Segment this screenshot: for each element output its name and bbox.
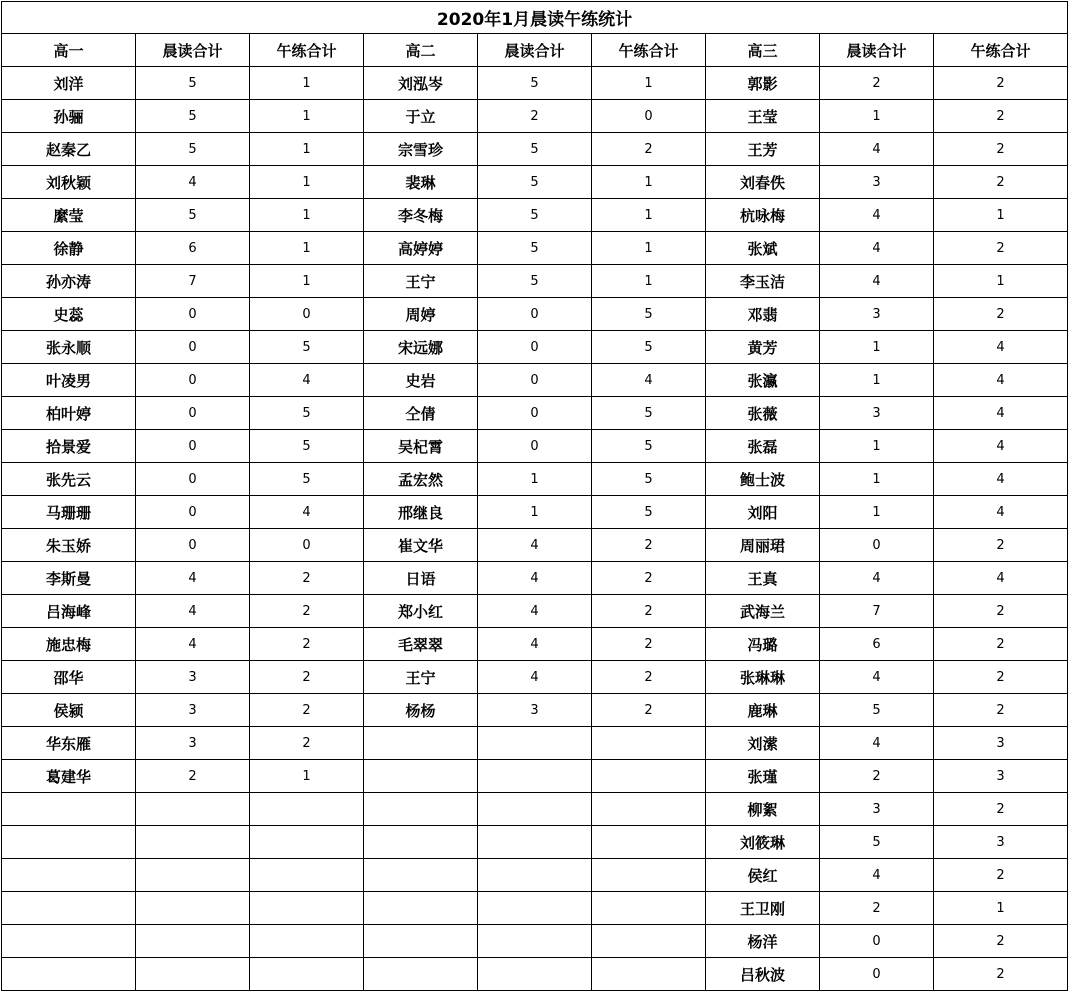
grade-1-name-cell[interactable] xyxy=(2,958,136,991)
grade-3-name-cell[interactable]: 周丽珺 xyxy=(706,529,820,562)
grade-2-name-cell[interactable]: 王宁 xyxy=(364,661,478,694)
grade-3-name-cell[interactable]: 侯红 xyxy=(706,859,820,892)
grade-2-morning-reading-cell[interactable] xyxy=(478,859,592,892)
grade-3-noon-practice-cell[interactable]: 2 xyxy=(934,628,1068,661)
grade-3-noon-practice-cell[interactable]: 2 xyxy=(934,958,1068,991)
grade-3-noon-practice-cell[interactable]: 2 xyxy=(934,661,1068,694)
grade-1-morning-reading-cell[interactable]: 6 xyxy=(136,232,250,265)
grade-2-name-cell[interactable]: 高婷婷 xyxy=(364,232,478,265)
grade-2-noon-practice-cell[interactable]: 5 xyxy=(592,463,706,496)
grade-3-name-cell[interactable]: 黄芳 xyxy=(706,331,820,364)
grade-1-morning-reading-cell[interactable]: 3 xyxy=(136,661,250,694)
table-row xyxy=(2,331,1068,364)
table-row xyxy=(2,760,1068,793)
grade-2-noon-practice-cell[interactable] xyxy=(592,760,706,793)
grade-2-name-cell[interactable] xyxy=(364,958,478,991)
grade-2-name-cell[interactable]: 毛翠翠 xyxy=(364,628,478,661)
grade-1-name-cell[interactable]: 施忠梅 xyxy=(2,628,136,661)
grade-3-name-cell[interactable]: 张琳琳 xyxy=(706,661,820,694)
header-noon-practice-total[interactable]: 午练合计 xyxy=(934,34,1068,67)
grade-3-noon-practice-cell[interactable]: 1 xyxy=(934,265,1068,298)
table-row xyxy=(2,925,1068,958)
grade-3-name-cell[interactable]: 张薇 xyxy=(706,397,820,430)
grade-2-name-cell[interactable] xyxy=(364,760,478,793)
grade-2-noon-practice-cell[interactable]: 1 xyxy=(592,232,706,265)
header-row xyxy=(2,34,1068,67)
grade-1-morning-reading-cell[interactable]: 4 xyxy=(136,166,250,199)
grade-3-noon-practice-cell[interactable]: 2 xyxy=(934,133,1068,166)
grade-2-morning-reading-cell[interactable]: 4 xyxy=(478,661,592,694)
table-row xyxy=(2,298,1068,331)
grade-3-morning-reading-cell[interactable]: 1 xyxy=(820,100,934,133)
grade-1-name-cell[interactable] xyxy=(2,892,136,925)
grade-2-noon-practice-cell[interactable]: 5 xyxy=(592,298,706,331)
grade-2-name-cell[interactable]: 周婷 xyxy=(364,298,478,331)
statistics-table xyxy=(1,1,1068,991)
grade-2-noon-practice-cell[interactable] xyxy=(592,925,706,958)
grade-1-morning-reading-cell[interactable]: 0 xyxy=(136,529,250,562)
header-grade-3[interactable]: 高三 xyxy=(706,34,820,67)
table-row xyxy=(2,694,1068,727)
grade-3-noon-practice-cell[interactable]: 1 xyxy=(934,892,1068,925)
grade-3-name-cell[interactable]: 武海兰 xyxy=(706,595,820,628)
grade-2-name-cell[interactable]: 史岩 xyxy=(364,364,478,397)
grade-3-morning-reading-cell[interactable]: 5 xyxy=(820,694,934,727)
grade-2-noon-practice-cell[interactable]: 1 xyxy=(592,67,706,100)
grade-2-noon-practice-cell[interactable]: 2 xyxy=(592,562,706,595)
grade-2-morning-reading-cell[interactable]: 5 xyxy=(478,265,592,298)
grade-2-noon-practice-cell[interactable]: 5 xyxy=(592,397,706,430)
grade-3-morning-reading-cell[interactable]: 1 xyxy=(820,364,934,397)
grade-1-noon-practice-cell[interactable] xyxy=(250,793,364,826)
grade-1-name-cell[interactable]: 刘洋 xyxy=(2,67,136,100)
grade-3-noon-practice-cell[interactable]: 2 xyxy=(934,793,1068,826)
grade-1-noon-practice-cell[interactable]: 2 xyxy=(250,628,364,661)
grade-1-noon-practice-cell[interactable] xyxy=(250,925,364,958)
grade-2-name-cell[interactable]: 王宁 xyxy=(364,265,478,298)
grade-1-name-cell[interactable]: 邵华 xyxy=(2,661,136,694)
grade-2-name-cell[interactable]: 郑小红 xyxy=(364,595,478,628)
table-row xyxy=(2,628,1068,661)
grade-2-morning-reading-cell[interactable] xyxy=(478,925,592,958)
grade-1-morning-reading-cell[interactable]: 0 xyxy=(136,298,250,331)
grade-2-noon-practice-cell[interactable]: 2 xyxy=(592,595,706,628)
grade-2-name-cell[interactable]: 崔文华 xyxy=(364,529,478,562)
grade-2-name-cell[interactable]: 裴琳 xyxy=(364,166,478,199)
table-row xyxy=(2,199,1068,232)
grade-1-name-cell[interactable]: 张永顺 xyxy=(2,331,136,364)
grade-3-name-cell[interactable]: 张瀛 xyxy=(706,364,820,397)
grade-3-morning-reading-cell[interactable]: 1 xyxy=(820,463,934,496)
grade-2-morning-reading-cell[interactable]: 3 xyxy=(478,694,592,727)
grade-1-morning-reading-cell[interactable]: 2 xyxy=(136,760,250,793)
grade-1-morning-reading-cell[interactable]: 0 xyxy=(136,463,250,496)
grade-3-noon-practice-cell[interactable]: 4 xyxy=(934,397,1068,430)
grade-1-morning-reading-cell[interactable]: 4 xyxy=(136,595,250,628)
grade-3-morning-reading-cell[interactable]: 4 xyxy=(820,562,934,595)
grade-3-noon-practice-cell[interactable]: 4 xyxy=(934,331,1068,364)
grade-1-name-cell[interactable]: 刘秋颖 xyxy=(2,166,136,199)
header-grade-2[interactable]: 高二 xyxy=(364,34,478,67)
grade-3-morning-reading-cell[interactable]: 0 xyxy=(820,958,934,991)
grade-1-noon-practice-cell[interactable]: 4 xyxy=(250,496,364,529)
grade-3-morning-reading-cell[interactable]: 3 xyxy=(820,166,934,199)
table-row xyxy=(2,364,1068,397)
grade-1-noon-practice-cell[interactable]: 1 xyxy=(250,265,364,298)
grade-1-noon-practice-cell[interactable]: 0 xyxy=(250,529,364,562)
grade-1-noon-practice-cell[interactable]: 5 xyxy=(250,430,364,463)
grade-1-name-cell[interactable]: 史蕊 xyxy=(2,298,136,331)
grade-2-morning-reading-cell[interactable]: 4 xyxy=(478,529,592,562)
grade-1-name-cell[interactable] xyxy=(2,826,136,859)
grade-2-name-cell[interactable]: 杨杨 xyxy=(364,694,478,727)
grade-2-noon-practice-cell[interactable] xyxy=(592,793,706,826)
grade-1-morning-reading-cell[interactable]: 5 xyxy=(136,133,250,166)
grade-1-morning-reading-cell[interactable] xyxy=(136,925,250,958)
header-noon-practice-total[interactable]: 午练合计 xyxy=(250,34,364,67)
grade-3-noon-practice-cell[interactable]: 3 xyxy=(934,826,1068,859)
grade-2-morning-reading-cell[interactable]: 0 xyxy=(478,364,592,397)
grade-2-morning-reading-cell[interactable]: 0 xyxy=(478,397,592,430)
grade-3-noon-practice-cell[interactable]: 4 xyxy=(934,430,1068,463)
grade-2-name-cell[interactable]: 日语 xyxy=(364,562,478,595)
grade-3-morning-reading-cell[interactable]: 4 xyxy=(820,232,934,265)
grade-3-morning-reading-cell[interactable]: 4 xyxy=(820,265,934,298)
grade-2-morning-reading-cell[interactable]: 0 xyxy=(478,331,592,364)
table-row xyxy=(2,958,1068,991)
grade-1-name-cell[interactable] xyxy=(2,793,136,826)
grade-3-morning-reading-cell[interactable]: 0 xyxy=(820,925,934,958)
grade-2-noon-practice-cell[interactable]: 2 xyxy=(592,661,706,694)
grade-3-morning-reading-cell[interactable]: 4 xyxy=(820,133,934,166)
grade-2-morning-reading-cell[interactable] xyxy=(478,826,592,859)
table-row xyxy=(2,727,1068,760)
grade-3-morning-reading-cell[interactable]: 1 xyxy=(820,430,934,463)
table-row xyxy=(2,496,1068,529)
grade-3-name-cell[interactable]: 张磊 xyxy=(706,430,820,463)
grade-3-noon-practice-cell[interactable]: 2 xyxy=(934,694,1068,727)
grade-1-morning-reading-cell[interactable]: 5 xyxy=(136,100,250,133)
grade-1-noon-practice-cell[interactable] xyxy=(250,826,364,859)
grade-2-name-cell[interactable]: 于立 xyxy=(364,100,478,133)
grade-1-noon-practice-cell[interactable]: 1 xyxy=(250,67,364,100)
grade-2-name-cell[interactable] xyxy=(364,727,478,760)
grade-1-morning-reading-cell[interactable]: 3 xyxy=(136,694,250,727)
table-row xyxy=(2,133,1068,166)
table-row xyxy=(2,859,1068,892)
grade-2-morning-reading-cell[interactable] xyxy=(478,760,592,793)
grade-1-name-cell[interactable]: 赵秦乙 xyxy=(2,133,136,166)
grade-1-morning-reading-cell[interactable] xyxy=(136,826,250,859)
grade-3-name-cell[interactable]: 王真 xyxy=(706,562,820,595)
grade-3-noon-practice-cell[interactable]: 1 xyxy=(934,199,1068,232)
grade-3-name-cell[interactable]: 刘筱琳 xyxy=(706,826,820,859)
grade-1-name-cell[interactable]: 孙亦涛 xyxy=(2,265,136,298)
grade-3-noon-practice-cell[interactable]: 4 xyxy=(934,364,1068,397)
grade-3-name-cell[interactable]: 张斌 xyxy=(706,232,820,265)
grade-1-noon-practice-cell[interactable]: 1 xyxy=(250,166,364,199)
grade-1-morning-reading-cell[interactable]: 0 xyxy=(136,496,250,529)
grade-3-noon-practice-cell[interactable]: 2 xyxy=(934,100,1068,133)
grade-2-morning-reading-cell[interactable]: 5 xyxy=(478,199,592,232)
grade-3-noon-practice-cell[interactable]: 2 xyxy=(934,529,1068,562)
grade-3-name-cell[interactable]: 刘潆 xyxy=(706,727,820,760)
grade-3-name-cell[interactable]: 刘阳 xyxy=(706,496,820,529)
grade-1-name-cell[interactable]: 徐静 xyxy=(2,232,136,265)
header-morning-reading-total[interactable]: 晨读合计 xyxy=(820,34,934,67)
table-row xyxy=(2,463,1068,496)
header-morning-reading-total[interactable]: 晨读合计 xyxy=(136,34,250,67)
grade-3-morning-reading-cell[interactable]: 4 xyxy=(820,727,934,760)
grade-3-name-cell[interactable]: 柳絮 xyxy=(706,793,820,826)
grade-3-name-cell[interactable]: 杨洋 xyxy=(706,925,820,958)
grade-3-name-cell[interactable]: 王芳 xyxy=(706,133,820,166)
table-row xyxy=(2,562,1068,595)
grade-1-morning-reading-cell[interactable] xyxy=(136,793,250,826)
header-noon-practice-total[interactable]: 午练合计 xyxy=(592,34,706,67)
grade-3-noon-practice-cell[interactable]: 2 xyxy=(934,298,1068,331)
header-morning-reading-total[interactable]: 晨读合计 xyxy=(478,34,592,67)
grade-1-noon-practice-cell[interactable]: 1 xyxy=(250,760,364,793)
grade-1-name-cell[interactable]: 吕海峰 xyxy=(2,595,136,628)
grade-2-morning-reading-cell[interactable]: 5 xyxy=(478,133,592,166)
grade-1-name-cell[interactable]: 縻莹 xyxy=(2,199,136,232)
grade-1-name-cell[interactable] xyxy=(2,925,136,958)
grade-3-morning-reading-cell[interactable]: 3 xyxy=(820,298,934,331)
grade-2-morning-reading-cell[interactable]: 2 xyxy=(478,100,592,133)
grade-1-morning-reading-cell[interactable] xyxy=(136,892,250,925)
grade-2-noon-practice-cell[interactable]: 0 xyxy=(592,100,706,133)
grade-3-noon-practice-cell[interactable]: 3 xyxy=(934,727,1068,760)
grade-2-noon-practice-cell[interactable] xyxy=(592,892,706,925)
grade-3-noon-practice-cell[interactable]: 2 xyxy=(934,67,1068,100)
grade-1-name-cell[interactable]: 葛建华 xyxy=(2,760,136,793)
table-row xyxy=(2,100,1068,133)
grade-2-noon-practice-cell[interactable] xyxy=(592,859,706,892)
grade-2-name-cell[interactable] xyxy=(364,859,478,892)
grade-2-noon-practice-cell[interactable]: 1 xyxy=(592,166,706,199)
grade-2-morning-reading-cell[interactable]: 1 xyxy=(478,496,592,529)
grade-2-morning-reading-cell[interactable]: 0 xyxy=(478,298,592,331)
grade-1-noon-practice-cell[interactable]: 1 xyxy=(250,133,364,166)
table-row xyxy=(2,793,1068,826)
grade-1-morning-reading-cell[interactable]: 3 xyxy=(136,727,250,760)
grade-1-noon-practice-cell[interactable]: 1 xyxy=(250,199,364,232)
grade-1-name-cell[interactable]: 朱玉娇 xyxy=(2,529,136,562)
grade-3-noon-practice-cell[interactable]: 2 xyxy=(934,595,1068,628)
table-row xyxy=(2,397,1068,430)
grade-3-morning-reading-cell[interactable]: 4 xyxy=(820,199,934,232)
grade-1-morning-reading-cell[interactable]: 5 xyxy=(136,199,250,232)
grade-1-name-cell[interactable]: 侯颍 xyxy=(2,694,136,727)
grade-1-morning-reading-cell[interactable]: 5 xyxy=(136,67,250,100)
grade-3-name-cell[interactable]: 吕秋波 xyxy=(706,958,820,991)
grade-1-noon-practice-cell[interactable]: 4 xyxy=(250,364,364,397)
grade-3-name-cell[interactable]: 王莹 xyxy=(706,100,820,133)
grade-2-noon-practice-cell[interactable]: 2 xyxy=(592,529,706,562)
grade-1-noon-practice-cell[interactable] xyxy=(250,958,364,991)
grade-1-name-cell[interactable]: 叶凌男 xyxy=(2,364,136,397)
grade-3-morning-reading-cell[interactable]: 6 xyxy=(820,628,934,661)
grade-1-noon-practice-cell[interactable]: 2 xyxy=(250,727,364,760)
grade-1-noon-practice-cell[interactable]: 1 xyxy=(250,100,364,133)
grade-1-morning-reading-cell[interactable]: 0 xyxy=(136,331,250,364)
grade-2-morning-reading-cell[interactable]: 4 xyxy=(478,628,592,661)
grade-2-name-cell[interactable] xyxy=(364,892,478,925)
grade-2-morning-reading-cell[interactable]: 5 xyxy=(478,232,592,265)
grade-3-name-cell[interactable]: 王卫刚 xyxy=(706,892,820,925)
grade-3-morning-reading-cell[interactable]: 7 xyxy=(820,595,934,628)
grade-1-name-cell[interactable] xyxy=(2,859,136,892)
grade-1-name-cell[interactable]: 柏叶婷 xyxy=(2,397,136,430)
grade-1-noon-practice-cell[interactable]: 2 xyxy=(250,661,364,694)
grade-3-morning-reading-cell[interactable]: 2 xyxy=(820,67,934,100)
grade-2-noon-practice-cell[interactable]: 5 xyxy=(592,331,706,364)
grade-1-morning-reading-cell[interactable]: 7 xyxy=(136,265,250,298)
grade-2-morning-reading-cell[interactable] xyxy=(478,793,592,826)
grade-3-morning-reading-cell[interactable]: 2 xyxy=(820,760,934,793)
grade-1-noon-practice-cell[interactable]: 0 xyxy=(250,298,364,331)
grade-1-noon-practice-cell[interactable]: 5 xyxy=(250,331,364,364)
grade-2-name-cell[interactable]: 李冬梅 xyxy=(364,199,478,232)
grade-1-name-cell[interactable]: 孙骊 xyxy=(2,100,136,133)
grade-1-name-cell[interactable]: 李斯曼 xyxy=(2,562,136,595)
grade-2-noon-practice-cell[interactable]: 1 xyxy=(592,265,706,298)
table-row xyxy=(2,595,1068,628)
grade-1-name-cell[interactable]: 张先云 xyxy=(2,463,136,496)
grade-2-name-cell[interactable]: 吴杞霄 xyxy=(364,430,478,463)
grade-3-noon-practice-cell[interactable]: 4 xyxy=(934,562,1068,595)
grade-3-name-cell[interactable]: 杭咏梅 xyxy=(706,199,820,232)
grade-3-morning-reading-cell[interactable]: 1 xyxy=(820,331,934,364)
grade-3-noon-practice-cell[interactable]: 2 xyxy=(934,166,1068,199)
grade-1-name-cell[interactable]: 华东雁 xyxy=(2,727,136,760)
grade-3-noon-practice-cell[interactable]: 4 xyxy=(934,463,1068,496)
table-row xyxy=(2,232,1068,265)
grade-1-noon-practice-cell[interactable]: 2 xyxy=(250,694,364,727)
grade-2-name-cell[interactable]: 宋远娜 xyxy=(364,331,478,364)
grade-3-morning-reading-cell[interactable]: 5 xyxy=(820,826,934,859)
grade-2-noon-practice-cell[interactable]: 5 xyxy=(592,496,706,529)
grade-3-morning-reading-cell[interactable]: 0 xyxy=(820,529,934,562)
table-row xyxy=(2,892,1068,925)
grade-3-morning-reading-cell[interactable]: 4 xyxy=(820,859,934,892)
grade-1-noon-practice-cell[interactable] xyxy=(250,892,364,925)
table-row xyxy=(2,661,1068,694)
grade-2-name-cell[interactable]: 仝倩 xyxy=(364,397,478,430)
grade-2-morning-reading-cell[interactable]: 1 xyxy=(478,463,592,496)
grade-2-morning-reading-cell[interactable]: 4 xyxy=(478,562,592,595)
grade-2-morning-reading-cell[interactable]: 4 xyxy=(478,595,592,628)
grade-1-noon-practice-cell[interactable]: 5 xyxy=(250,397,364,430)
table-row xyxy=(2,67,1068,100)
grade-3-name-cell[interactable]: 郭影 xyxy=(706,67,820,100)
grade-1-noon-practice-cell[interactable] xyxy=(250,859,364,892)
grade-3-morning-reading-cell[interactable]: 2 xyxy=(820,892,934,925)
grade-3-noon-practice-cell[interactable]: 2 xyxy=(934,925,1068,958)
grade-3-name-cell[interactable]: 鹿琳 xyxy=(706,694,820,727)
grade-1-morning-reading-cell[interactable]: 0 xyxy=(136,364,250,397)
grade-2-name-cell[interactable] xyxy=(364,925,478,958)
grade-2-noon-practice-cell[interactable]: 4 xyxy=(592,364,706,397)
grade-2-name-cell[interactable]: 邢继良 xyxy=(364,496,478,529)
grade-3-morning-reading-cell[interactable]: 3 xyxy=(820,793,934,826)
grade-3-name-cell[interactable]: 李玉洁 xyxy=(706,265,820,298)
grade-3-morning-reading-cell[interactable]: 3 xyxy=(820,397,934,430)
title-row xyxy=(2,2,1068,34)
grade-2-name-cell[interactable]: 孟宏然 xyxy=(364,463,478,496)
grade-2-noon-practice-cell[interactable]: 2 xyxy=(592,628,706,661)
grade-1-name-cell[interactable]: 拾景爱 xyxy=(2,430,136,463)
grade-2-morning-reading-cell[interactable] xyxy=(478,958,592,991)
table-row xyxy=(2,166,1068,199)
grade-2-noon-practice-cell[interactable]: 2 xyxy=(592,694,706,727)
grade-1-morning-reading-cell[interactable]: 4 xyxy=(136,628,250,661)
grade-1-noon-practice-cell[interactable]: 2 xyxy=(250,562,364,595)
grade-1-morning-reading-cell[interactable]: 0 xyxy=(136,430,250,463)
grade-3-name-cell[interactable]: 张瑾 xyxy=(706,760,820,793)
grade-3-morning-reading-cell[interactable]: 4 xyxy=(820,661,934,694)
grade-3-noon-practice-cell[interactable]: 4 xyxy=(934,496,1068,529)
grade-2-morning-reading-cell[interactable]: 5 xyxy=(478,67,592,100)
grade-1-noon-practice-cell[interactable]: 5 xyxy=(250,463,364,496)
grade-2-noon-practice-cell[interactable]: 1 xyxy=(592,199,706,232)
grade-1-morning-reading-cell[interactable] xyxy=(136,958,250,991)
sheet-title: 2020年1月晨读午练统计 xyxy=(2,2,1068,34)
grade-3-noon-practice-cell[interactable]: 3 xyxy=(934,760,1068,793)
grade-2-name-cell[interactable]: 宗雪珍 xyxy=(364,133,478,166)
grade-2-noon-practice-cell[interactable] xyxy=(592,958,706,991)
grade-2-morning-reading-cell[interactable]: 5 xyxy=(478,166,592,199)
grade-3-name-cell[interactable]: 冯璐 xyxy=(706,628,820,661)
table-row xyxy=(2,826,1068,859)
grade-2-morning-reading-cell[interactable] xyxy=(478,727,592,760)
grade-3-name-cell[interactable]: 刘春佚 xyxy=(706,166,820,199)
grade-3-name-cell[interactable]: 邓翡 xyxy=(706,298,820,331)
grade-1-noon-practice-cell[interactable]: 2 xyxy=(250,595,364,628)
grade-1-morning-reading-cell[interactable]: 0 xyxy=(136,397,250,430)
grade-2-noon-practice-cell[interactable] xyxy=(592,826,706,859)
grade-2-noon-practice-cell[interactable]: 2 xyxy=(592,133,706,166)
grade-2-morning-reading-cell[interactable]: 0 xyxy=(478,430,592,463)
grade-3-noon-practice-cell[interactable]: 2 xyxy=(934,232,1068,265)
table-row xyxy=(2,430,1068,463)
grade-1-name-cell[interactable]: 马珊珊 xyxy=(2,496,136,529)
grade-2-name-cell[interactable] xyxy=(364,793,478,826)
table-row xyxy=(2,529,1068,562)
grade-3-morning-reading-cell[interactable]: 1 xyxy=(820,496,934,529)
grade-1-noon-practice-cell[interactable]: 1 xyxy=(250,232,364,265)
table-row xyxy=(2,265,1068,298)
grade-2-noon-practice-cell[interactable] xyxy=(592,727,706,760)
header-grade-1[interactable]: 高一 xyxy=(2,34,136,67)
grade-2-noon-practice-cell[interactable]: 5 xyxy=(592,430,706,463)
grade-3-noon-practice-cell[interactable]: 2 xyxy=(934,859,1068,892)
grade-1-morning-reading-cell[interactable]: 4 xyxy=(136,562,250,595)
grade-2-name-cell[interactable] xyxy=(364,826,478,859)
grade-2-name-cell[interactable]: 刘泓岑 xyxy=(364,67,478,100)
grade-1-morning-reading-cell[interactable] xyxy=(136,859,250,892)
grade-3-name-cell[interactable]: 鲍士波 xyxy=(706,463,820,496)
grade-2-morning-reading-cell[interactable] xyxy=(478,892,592,925)
